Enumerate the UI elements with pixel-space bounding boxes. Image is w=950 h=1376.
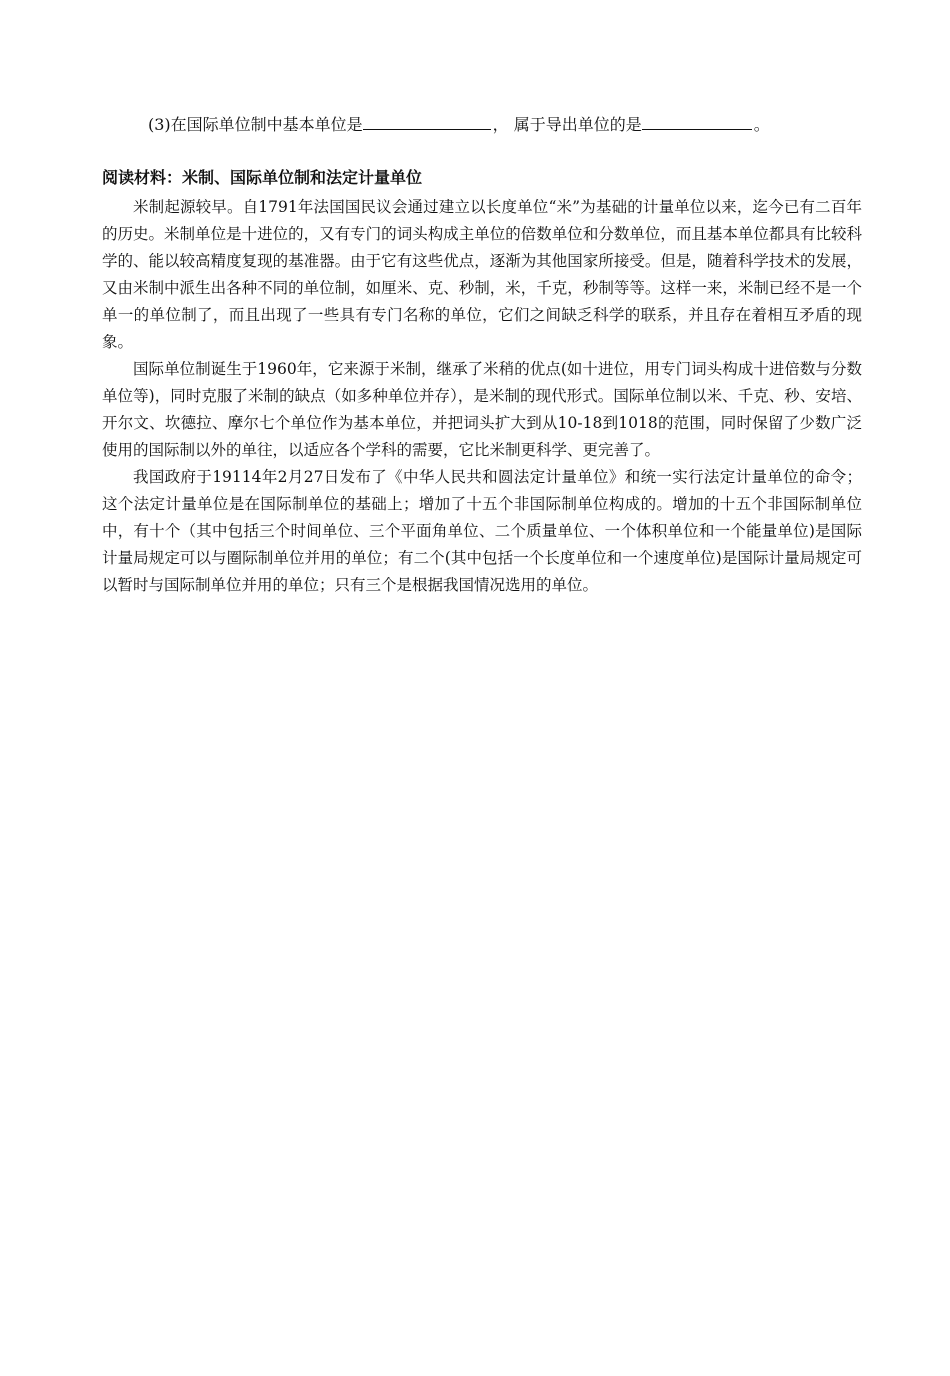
reading-article (102, 194, 862, 599)
reading-title: 阅读材料：米制、国际单位制和法定计量单位 (102, 168, 423, 187)
question-suffix: 。 (753, 115, 770, 134)
paragraph-metric-system: 米制起源较早。自1791年法国国民议会通过建立以长度单位“米”为基础的计量单位以来，迄今已有二百年的历史。米制单位是十进位的，又有专门的词头构成主单位的倍数单位和分数单位，而且基本单位都具有比较科学的、能以较高精度复现的基准器。由于它有这些优点，逐渐为其他国家所接受。但是，随着科学技术的发展，又由米制中派生出各种不同的单位制，如厘米、克、秒制，米，千克，秒制等等。这样一来，米制已经不是一个单一的单位制了，而且出现了一些具有专门名称的单位，它们之间缺乏科学的联系，并且存在着相互矛盾的现象。 (102, 198, 862, 351)
paragraph-si-system: 国际单位制诞生于1960年，它来源于米制，继承了米稍的优点(如十进位，用专门词头构成十进倍数与分数单位等)，同时克服了米制的缺点（如多种单位并存），是米制的现代形式。国际单位制以米、千克、秒、安培、开尔文、坎德拉、摩尔七个单位作为基本单位，并把词头扩大到从10-18到1018的范围，同时保留了少数广泛使用的国际制以外的单往，以适应各个学科的需要，它比米制更科学、更完善了。 (102, 360, 862, 459)
paragraph-legal-units: 我国政府于19114年2月27日发布了《中华人民共和圆法定计量单位》和统一实行法定计量单位的命令；这个法定计量单位是在国际制单位的基础上；增加了十五个非国际制单位构成的。增加的十五个非国际制单位中，有十个（其中包括三个时间单位、三个平面角单位、二个质量单位、一个体积单位和一个能量单位)是国际计量局规定可以与圈际制单位并用的单位；有二个(其中包括一个长度单位和一个速度单位)是国际计量局规定可以暂时与国际制单位并用的单位；只有三个是根据我国情况选用的单位。 (102, 468, 862, 594)
question-prefix: (3)在国际单位制中基本单位是 (148, 115, 363, 134)
answer-blank-base-units[interactable] (363, 113, 491, 130)
question-middle: ， 属于导出单位的是 (492, 115, 642, 134)
question-3 (148, 113, 770, 137)
answer-blank-derived-units[interactable] (642, 113, 752, 130)
